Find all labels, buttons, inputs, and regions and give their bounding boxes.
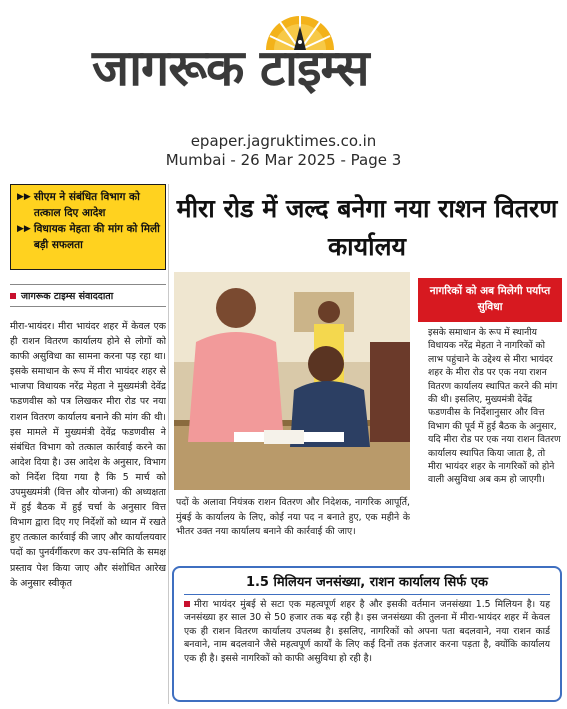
article-body-right: इसके समाधान के रूप में स्थानीय विधायक नरेंद्र मेहता ने नागरिकों को लाभ पहुंचाने के उद्देश्य से मीरा भायंदर शहर के मीरा रोड पर एक नया राशन वितरण कार्यालय स्थापित करने की मांग की थी। इसलिए, मुख्यमंत्री देवेंद्र फडणवीस के निर्देशानुसार और वित्त विभाग की पूर्व में हुई बैठक के अनुसार, यदि मीरा रोड पर एक नया राशन वितरण कार्यालय स्थापित किया जाता है, तो मीरा भायंदर शहर के नागरिकों को होने वाली असुविधा अब कम हो जाएगी। <box>428 327 561 486</box>
epaper-url: epaper.jagruktimes.co.in <box>190 132 377 150</box>
info-box <box>172 566 562 702</box>
red-square-icon <box>10 293 16 299</box>
highlight-text: सीएम ने संबंधित विभाग को तत्काल दिए आदेश <box>33 191 140 219</box>
headline: मीरा रोड में जल्द बनेगा नया राशन वितरण कार्यालय <box>176 194 558 261</box>
byline-text: जागरूक टाइम्स संवाददाता <box>21 291 114 302</box>
info-box-body <box>184 598 550 665</box>
highlight-item <box>17 189 161 221</box>
masthead-title: जागरूक टाइम्स <box>92 39 369 97</box>
byline <box>10 284 166 307</box>
info-box-text: मीरा भायंदर मुंबई से सटा एक महत्वपूर्ण शहर है और इसकी वर्तमान जनसंख्या 1.5 मिलियन है। यह जनसंख्या हर साल 30 से 50 हजार तक बढ़ रही है। इस जनसंख्या की तुलना में मीरा-भायंदर शहर में केवल एक ही राशन वितरण कार्यालय उपलब्ध है। इसलिए, नागरिकों को अपना पता बदलवाने, नया राशन कार्ड बनवाने, नाम बदलवाने जैसे महत्वपूर्ण कार्यों के लिए कई दिनों तक इंतजार करना पड़ता है, क्योंकि कार्यालय एक ही है। इससे नागरिकों को काफी असुविधा हो रही है। <box>184 599 550 664</box>
subheading-box: नागरिकों को अब मिलेगी पर्याप्त सुविधा <box>418 278 562 322</box>
edition-date: Mumbai - 26 Mar 2025 - Page 3 <box>165 151 402 169</box>
info-box-title: 1.5 मिलियन जनसंख्या, राशन कार्यालय सिर्फ एक <box>184 572 550 595</box>
highlight-box <box>10 184 166 270</box>
masthead <box>0 0 567 125</box>
photo-caption: पदों के अलावा नियंत्रक राशन वितरण और निदेशक, नागरिक आपूर्ति, मुंबई के कार्यालय के लिए, कोई नया पद न बनाते हुए, एक महीने के भीतर उक्त नया कार्यालय बनाने की कार्रवाई की जाए। <box>176 497 410 538</box>
double-arrow-icon: ▶▶ <box>17 224 31 234</box>
red-square-icon <box>184 601 190 607</box>
column-divider <box>168 184 169 704</box>
highlight-item <box>17 221 161 253</box>
double-arrow-icon: ▶▶ <box>17 192 31 202</box>
left-column <box>10 184 166 709</box>
highlight-text: विधायक मेहता की मांग को मिली बड़ी सफलता <box>33 223 160 251</box>
news-photo <box>174 272 410 490</box>
article-body-left: मीरा-भायंदर। मीरा भायंदर शहर में केवल एक ही राशन वितरण कार्यालय होने से लोगों को काफी असुविधा का सामना करना पड़ रहा था। इसके समाधान के रूप में मीरा भायंदर शहर से भाजपा विधायक नरेंद्र मेहता ने मुख्यमंत्री देवेंद्र फडणवीस को पत्र लिखकर मीरा रोड पर नया राशन वितरण कार्यालय बनाने की मांग की थी। इस मामले में मुख्यमंत्री देवेंद्र फडणवीस ने संबंधित विभाग को तत्काल कार्रवाई करने का आदेश दिया है। उस आदेश के अनुसार, विभाग को निर्देश दिया गया है कि 5 मार्च को उपमुख्यमंत्री (वित्त और योजना) की अध्यक्षता में हुई बैठक में हुई चर्चा के अनुसार वित्त विभाग द्वारा दिए गए निर्देशों को ध्यान में रखते हुए तत्काल कार्रवाई की जाए और कार्यालयवार पदों का पुनर्वर्गीकरण कर उप-समिति के समक्ष प्रस्ताव पेश किया जाए और संशोधित आरेख के अनुसार स्वीकृत <box>10 321 166 589</box>
